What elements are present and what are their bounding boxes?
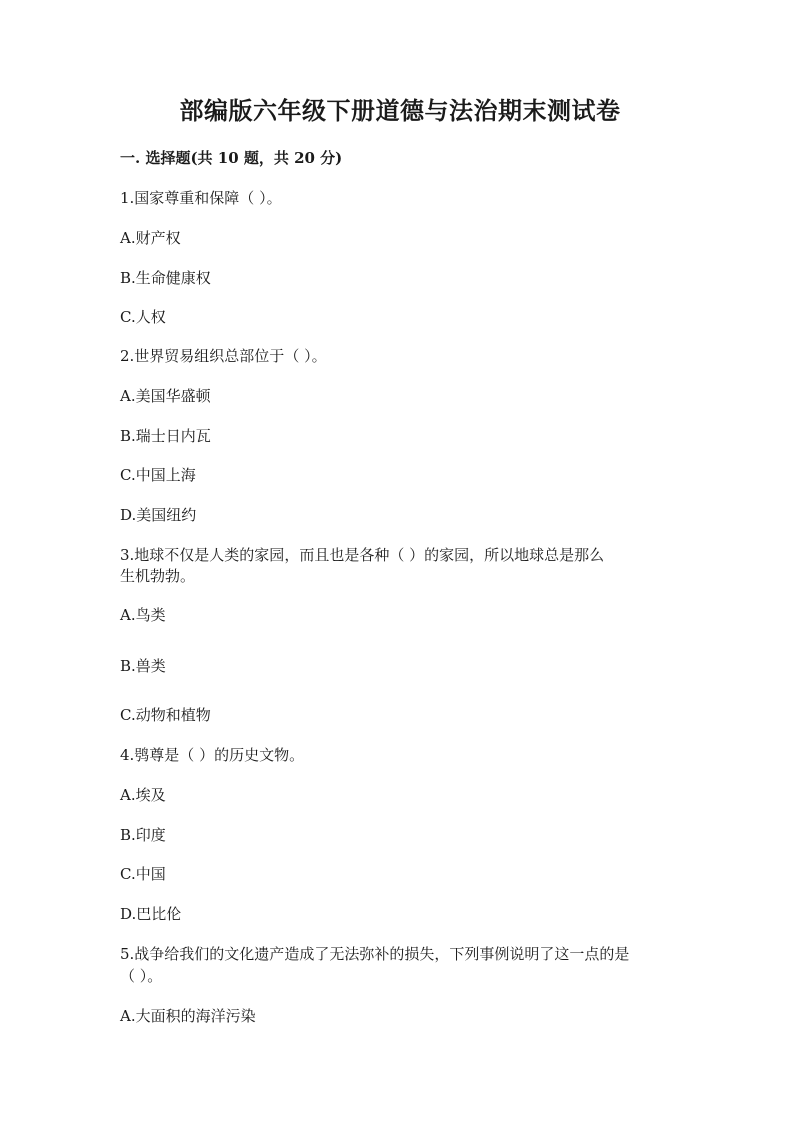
question-3-stem-line2: 生机勃勃。 (120, 567, 196, 585)
question-1-option-b: B.生命健康权 (120, 269, 211, 287)
question-3-stem-line1: 3.地球不仅是人类的家园，而且也是各种（ ）的家园，所以地球总是那么 (120, 546, 605, 564)
question-5-stem-line1: 5.战争给我们的文化遗产造成了无法弥补的损失，下列事例说明了这一点的是 (120, 945, 630, 963)
question-2-option-c: C.中国上海 (120, 466, 196, 484)
question-4-option-c: C.中国 (120, 865, 166, 883)
page-title: 部编版六年级下册道德与法治期末测试卷 (179, 96, 621, 125)
question-3-option-a: A.鸟类 (120, 606, 166, 624)
question-4-stem: 4.鸮尊是（ ）的历史文物。 (120, 746, 305, 764)
question-3-option-c: C.动物和植物 (120, 706, 211, 724)
question-4-option-d: D.巴比伦 (120, 905, 182, 923)
question-1-stem: 1.国家尊重和保障（ ）。 (120, 189, 282, 207)
question-4-option-a: A.埃及 (120, 786, 166, 804)
question-3-option-b: B.兽类 (120, 657, 166, 675)
section-heading: 一. 选择题(共 10 题，共 20 分) (120, 149, 343, 167)
question-2-option-d: D.美国纽约 (120, 506, 197, 524)
question-2-option-b: B.瑞士日内瓦 (120, 427, 211, 445)
question-1-option-c: C.人权 (120, 308, 166, 326)
question-5-stem-line2: （ ）。 (120, 967, 163, 985)
question-2-stem: 2.世界贸易组织总部位于（ ）。 (120, 347, 327, 365)
question-5-option-a: A.大面积的海洋污染 (120, 1007, 256, 1025)
question-4-option-b: B.印度 (120, 826, 166, 844)
question-2-option-a: A.美国华盛顿 (120, 387, 211, 405)
question-1-option-a: A.财产权 (120, 229, 181, 247)
